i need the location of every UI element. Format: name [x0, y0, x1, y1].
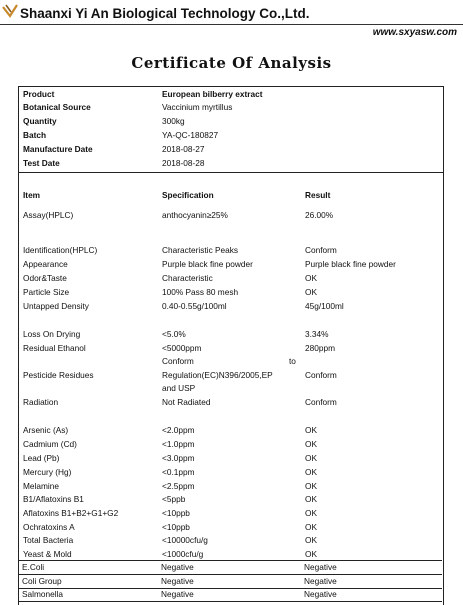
row-spec: <2.0ppm — [162, 425, 195, 435]
row-result: OK — [305, 287, 317, 297]
row-spec: <5000ppm — [162, 343, 202, 353]
row-result: OK — [305, 535, 317, 545]
row-result: OK — [305, 549, 317, 559]
row-item: Pesticide Residues — [23, 370, 94, 380]
row-spec: Conform — [162, 356, 194, 366]
row-spec: <0.1ppm — [162, 467, 195, 477]
info-label: Botanical Source — [23, 102, 91, 112]
row-spec: <1.0ppm — [162, 439, 195, 449]
info-value: European bilberry extract — [162, 89, 263, 99]
column-header-item: Item — [23, 190, 41, 200]
row-result: OK — [305, 522, 317, 532]
row-result: Negative — [304, 576, 337, 586]
row-spec: and USP — [162, 383, 196, 393]
row-item: Arsenic (As) — [23, 425, 69, 435]
row-spec: <5.0% — [162, 329, 186, 339]
row-result: 280ppm — [305, 343, 335, 353]
row-spec: <3.0ppm — [162, 453, 195, 463]
row-result: 45g/100ml — [305, 301, 344, 311]
company-name: Shaanxi Yi An Biological Technology Co.,Ltd. — [20, 6, 310, 21]
row-result: OK — [305, 453, 317, 463]
row-item: Salmonella — [22, 589, 64, 599]
row-spec: Regulation(EC)N396/2005,EP — [162, 370, 273, 380]
row-spec: <5ppb — [162, 494, 186, 504]
row-item: Yeast & Mold — [23, 549, 72, 559]
info-label: Product — [23, 89, 55, 99]
row-item: Identification(HPLC) — [23, 245, 98, 255]
document-title: Certificate Of Analysis — [131, 54, 332, 72]
info-value: Vaccinium myrtillus — [162, 102, 233, 112]
row-spec: 0.40-0.55g/100ml — [162, 301, 227, 311]
row-result: 26.00% — [305, 210, 334, 220]
row-spec: <2.5ppm — [162, 481, 195, 491]
row-item: Cadmium (Cd) — [23, 439, 77, 449]
row-item: Assay(HPLC) — [23, 210, 74, 220]
info-label: Batch — [23, 130, 47, 140]
column-header-result: Result — [305, 190, 331, 200]
row-item: Aflatoxins B1+B2+G1+G2 — [23, 508, 119, 518]
table-row — [18, 561, 442, 574]
info-label: Manufacture Date — [23, 144, 93, 154]
row-result: Purple black fine powder — [305, 259, 396, 269]
row-spec: 100% Pass 80 mesh — [162, 287, 239, 297]
row-divider — [18, 601, 442, 602]
row-item: Total Bacteria — [23, 535, 74, 545]
row-result: Negative — [304, 589, 337, 599]
row-item: Particle Size — [23, 287, 70, 297]
row-result: OK — [305, 481, 317, 491]
header-divider — [0, 24, 463, 25]
row-item: Untapped Density — [23, 301, 89, 311]
row-spec: <10ppb — [162, 508, 190, 518]
row-item: B1/Aflatoxins B1 — [23, 494, 84, 504]
info-value: YA-QC-180827 — [162, 130, 219, 140]
row-spec-continuation: to — [289, 356, 296, 366]
row-item: Mercury (Hg) — [23, 467, 72, 477]
row-item: Loss On Drying — [23, 329, 81, 339]
row-result: OK — [305, 494, 317, 504]
row-item: Ochratoxins A — [23, 522, 75, 532]
row-result: OK — [305, 467, 317, 477]
column-header-specification: Specification — [162, 190, 214, 200]
info-value: 300kg — [162, 116, 185, 126]
product-info-block — [19, 87, 443, 173]
row-result: OK — [305, 273, 317, 283]
row-spec: anthocyanin≥25% — [162, 210, 228, 220]
row-spec: Purple black fine powder — [162, 259, 253, 269]
row-result: Negative — [304, 562, 337, 572]
row-result: OK — [305, 508, 317, 518]
row-item: Odor&Taste — [23, 273, 67, 283]
info-value: 2018-08-28 — [162, 158, 205, 168]
row-result: OK — [305, 439, 317, 449]
row-item: Melamine — [23, 481, 59, 491]
info-label: Quantity — [23, 116, 57, 126]
row-result: Conform — [305, 370, 337, 380]
info-label: Test Date — [23, 158, 60, 168]
row-item: Lead (Pb) — [23, 453, 60, 463]
row-spec: Negative — [161, 562, 194, 572]
row-spec: Negative — [161, 576, 194, 586]
row-item: E.Coli — [22, 562, 45, 572]
row-spec: <1000cfu/g — [162, 549, 204, 559]
row-spec: <10ppb — [162, 522, 190, 532]
row-result: OK — [305, 425, 317, 435]
row-item: Coli Group — [22, 576, 62, 586]
company-logo-icon — [2, 4, 18, 18]
row-item: Radiation — [23, 397, 59, 407]
row-result: Conform — [305, 397, 337, 407]
row-result: Conform — [305, 245, 337, 255]
table-row — [18, 575, 442, 588]
row-spec: Not Radiated — [162, 397, 211, 407]
row-result: 3.34% — [305, 329, 329, 339]
row-spec: Characteristic — [162, 273, 213, 283]
certificate-frame — [18, 86, 444, 605]
row-spec: Characteristic Peaks — [162, 245, 239, 255]
table-row — [18, 588, 442, 601]
info-value: 2018-08-27 — [162, 144, 205, 154]
row-item: Residual Ethanol — [23, 343, 86, 353]
row-spec: <10000cfu/g — [162, 535, 208, 545]
row-spec: Negative — [161, 589, 194, 599]
row-item: Appearance — [23, 259, 68, 269]
company-url: www.sxyasw.com — [372, 27, 457, 38]
